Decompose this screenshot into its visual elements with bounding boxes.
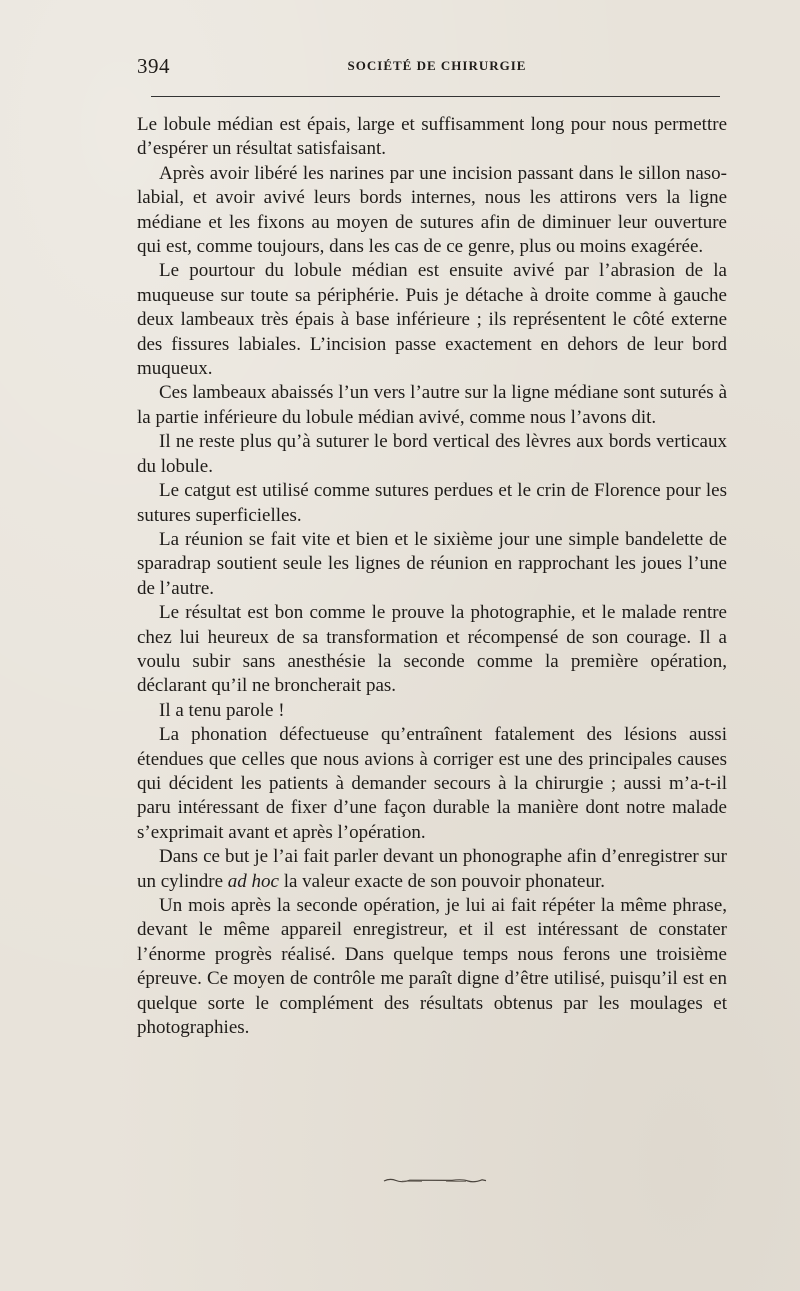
paragraph bbox=[137, 845, 727, 894]
paragraph: Ces lambeaux abaissés l’un vers l’autre sur la ligne médiane sont suturés à la partie inférieure du lobule médian avivé, comme nous l’avons dit. bbox=[137, 382, 727, 428]
paragraph: La phonation défectueuse qu’entraînent fatalement des lésions aussi étendues que celles que nous avions à corriger est une des principales causes qui décident les patients à demander secours à la chirurgie ; aussi m’a-t-il paru intéressant de fixer d’une façon durable la manière dont notre malade s’exprimait avant et après l’opération. bbox=[137, 724, 727, 843]
body-text bbox=[137, 113, 727, 1040]
paragraph: Le catgut est utilisé comme sutures perdues et le crin de Florence pour les sutures superficielles. bbox=[137, 480, 727, 526]
paragraph: La réunion se fait vite et bien et le sixième jour une simple bandelette de sparadrap soutient seule les lignes de réunion en rapprochant les joues l’une de l’autre. bbox=[137, 528, 727, 599]
italic-term: ad hoc bbox=[227, 870, 279, 892]
paragraph: Le lobule médian est épais, large et suffisamment long pour nous permettre d’espérer un résultat satisfaisant. bbox=[137, 114, 727, 160]
paragraph: Après avoir libéré les narines par une incision passant dans le sillon naso-labial, et avoir avivé leurs bords internes, nous les attirons vers la ligne médiane et les fixons au moyen de sutures afin de diminuer leur ouverture qui est, comme toujours, dans les cas de ce genre, plus ou moins exagérée. bbox=[137, 162, 727, 258]
page-header bbox=[137, 54, 727, 82]
header-rule bbox=[151, 96, 720, 97]
page-number: 394 bbox=[137, 54, 170, 78]
paragraph: Il a tenu parole ! bbox=[159, 699, 285, 721]
paragraph: Il ne reste plus qu’à suturer le bord vertical des lèvres aux bords verticaux du lobule. bbox=[137, 431, 727, 477]
paragraph-text: Dans ce but je l’ai fait parler devant un phonographe afin d’enregistrer sur un cylindre bbox=[137, 846, 727, 892]
paragraph: Le pourtour du lobule médian est ensuite avivé par l’abrasion de la muqueuse sur toute sa périphérie. Puis je détache à droite comme à gauche deux lambeaux très épais à base inférieure ; ils représentent le côté externe des fissures labiales. L’incision passe exactement en dehors de leur bord muqueux. bbox=[137, 260, 727, 380]
end-ornament bbox=[382, 1177, 488, 1183]
paragraph: Un mois après la seconde opération, je lui ai fait répéter la même phrase, devant le même appareil enregistreur, et il est intéressant de constater l’énorme progrès réalisé. Dans quelque temps nous ferons une troisième épreuve. Ce moyen de contrôle me paraît digne d’être utilisé, puisqu’il est en quelque sorte le complément des résultats obtenus par les moulages et photographies. bbox=[137, 895, 727, 1039]
paragraph-text: la valeur exacte de son pouvoir phonateur. bbox=[278, 870, 606, 892]
paragraph: Le résultat est bon comme le prouve la photographie, et le malade rentre chez lui heureux de sa transformation et récompensé de son courage. Il a voulu subir sans anesthésie la seconde comme la première opération, déclarant qu’il ne broncherait pas. bbox=[137, 602, 727, 697]
running-title: SOCIÉTÉ DE CHIRURGIE bbox=[347, 58, 527, 73]
